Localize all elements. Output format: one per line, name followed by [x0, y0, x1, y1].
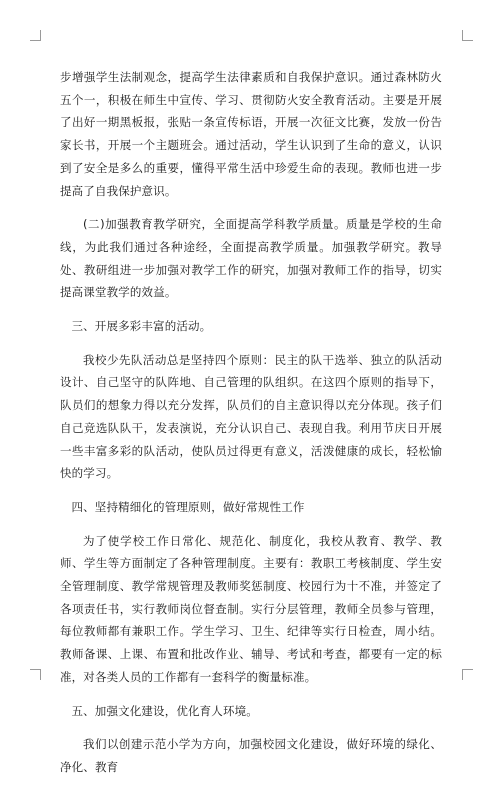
crop-mark-bottom-right: [462, 669, 473, 680]
paragraph-teaching-research: (二)加强教育教学研究，全面提高学科教学质量。质量是学校的生命线，为此我们通过各种途经，全面提高教学质量。加强教学研究。教导处、教研组进一步加强对教学工作的研究，加强对教师工作的指导，切实提高课堂教学的效益。: [60, 217, 442, 300]
paragraph-campus-culture: 我们以创建示范小学为方向，加强校园文化建设，做好环境的绿化、净化、教育: [60, 737, 442, 774]
section-heading-activities: 三、开展多彩丰富的活动。: [71, 319, 212, 334]
crop-mark-bottom-left: [30, 669, 41, 680]
document-body: [60, 66, 442, 790]
crop-mark-top-right: [462, 30, 473, 41]
paragraph-forest-fire-safety: 步增强学生法制观念，提高学生法律素质和自我保护意识。通过森林防火五个一，积极在师生中宣传、学习、贯彻防火安全教育活动。主要是开展了出好一期黑板报，张贴一条宣传标语，开展一次征文比赛，发放一份告家长书，开展一个主题班会。通过活动，学生认识到了生命的意义，认识到了安全是多么的重要，懂得平常生活中珍爱生命的表现。教师也进一步提高了自我保护意识。: [60, 70, 442, 198]
paragraph-young-pioneers: 我校少先队活动总是坚持四个原则：民主的队干选举、独立的队活动设计、自己坚守的队阵地、自己管理的队组织。在这四个原则的指导下，队员们的想象力得以充分发挥，队员们的自主意识得以充分体现。孩子们自己竞选队队干，发表演说，充分认识自己、表现自我。利用节庆日开展一些丰富多彩的队活动，使队员过得更有意义，活泼健康的成长，轻松愉快的学习。: [60, 352, 442, 481]
section-heading-culture: 五、加强文化建设，优化育人环境。: [71, 703, 258, 718]
section-heading-management: 四、坚持精细化的管理原则，做好常规性工作: [71, 499, 305, 514]
paragraph-management-rules: 为了使学校工作日常化、规范化、制度化，我校从教育、教学、教师、学生等方面制定了各种管理制度。主要有：教职工考核制度、学生安全管理制度、教学常规管理及教师奖惩制度、校园行为十不准，并签定了各项责任书，实行教师岗位督查制。实行分层管理，教师全员参与管理，每位教师都有兼职工作。学生学习、卫生、纪律等实行日检查，周小结。教师备课、上课、布置和批改作业、辅导、考试和考查，都要有一定的标准，对各类人员的工作都有一套科学的衡量标准。: [60, 533, 442, 684]
crop-mark-top-left: [30, 30, 41, 41]
